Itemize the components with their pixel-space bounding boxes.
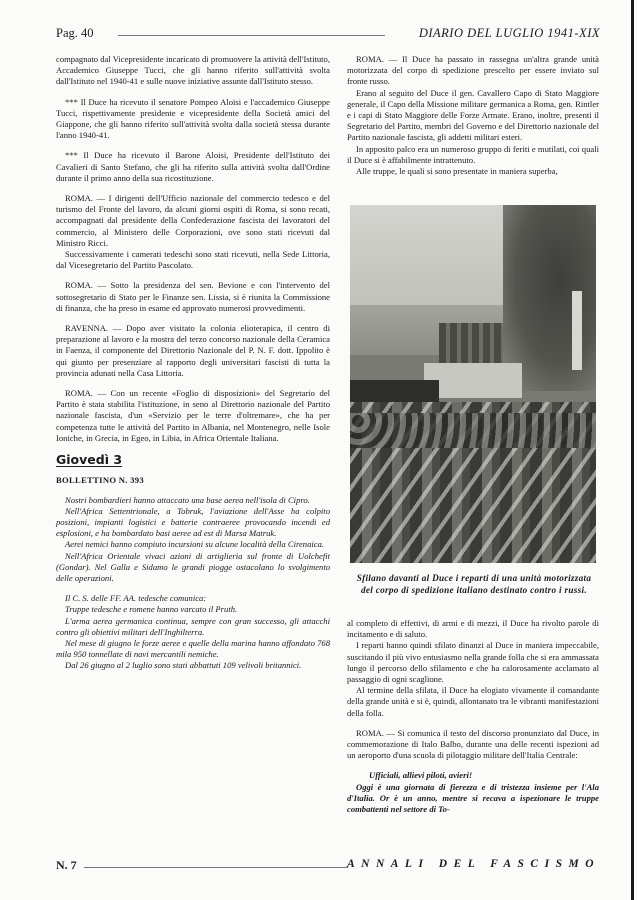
page-header: [56, 26, 600, 42]
right-column-top: [347, 54, 599, 177]
bulletin-paragraph: Nell'Africa Orientale vivaci azioni di artiglieria sul fronte di Uolchefit (Gondar). Nel Galla e Sidamo le grandi piogge ostacolano lo svolgimento delle operazioni.: [56, 550, 330, 583]
paragraph: *** Il Duce ha ricevuto il Barone Aloisi, Presidente dell'Istituto dei Cavalieri di Santo Stefano, che gli ha riferito sulla attività svolta dall'Ordine durante il primo anno della sua ricostituzione.: [56, 150, 330, 183]
running-title: DIARIO DEL LUGLIO 1941-XIX: [418, 26, 600, 40]
right-column-bottom: [347, 618, 599, 815]
page-number: Pag. 40: [56, 26, 94, 40]
communique-paragraph: Dal 26 giugno al 2 luglio sono stati abbattuti 109 velivoli britannici.: [65, 660, 302, 671]
parade-photo: [350, 205, 596, 563]
photo-officers: [439, 323, 503, 366]
left-column: [56, 54, 330, 672]
day-heading: Giovedì 3: [56, 452, 123, 468]
communique-paragraph: Truppe tedesche e romene hanno varcato il Pruth.: [65, 604, 238, 615]
paragraph: Erano al seguito del Duce il gen. Cavallero Capo di Stato Maggiore generale, il Capo della Missione militare germanica a Roma, gen. Rintler e i capi di Stato Maggiore delle Forze Armate. Erano, inoltre, presenti il Segretario del Partito, membri del Governo e del Direttorio nazionale del Partito nazionale fascista, gli addetti militari esteri.: [347, 87, 599, 143]
photo-caption: Sfilano davanti al Duce i reparti di una unità motorizzata del corpo di spedizione italiano destinato contro i russi.: [356, 573, 592, 595]
paragraph: ROMA. — Con un recente «Foglio di disposizioni» del Segretario del Partito è stata stabilita l'istituzione, in seno al Direttorio nazionale del Partito nazionale fascista, d'un «Servizio per le terre d'oltremare», che ha per competenza tutte le attività del Partito in Albania, nel Montenegro, nelle Isole Ioniche, in Grecia, in Egeo, in Libia, in Africa Orientale Italiana.: [56, 388, 330, 443]
paragraph: Al termine della sfilata, il Duce ha elogiato vivamente il comandante della grande unità e si è, quindi, allontanato tra le vibranti manifestazioni della folla.: [347, 685, 599, 718]
issue-number: N. 7: [56, 858, 77, 872]
communique-paragraph: Il C. S. delle FF. AA. tedesche comunica:: [65, 593, 207, 604]
paragraph: I reparti hanno quindi sfilato dinanzi al Duce in maniera impeccabile, suscitando il più vivo entusiasmo nella grande folla che si era ammassata lungo il percorso dello sfilamento e che ha calorosamente acclamato al passaggio di ogni scaglione.: [347, 640, 599, 685]
paragraph: Successivamente i camerati tedeschi sono stati ricevuti, nella Sede Littoria, dal Vicesegretario del Partito Pascolato.: [56, 249, 330, 271]
page-edge-shadow: [631, 0, 634, 900]
communique-paragraph: Nel mese di giugno le forze aeree e quelle della marina hanno affondato 768 mila 950 tonnellate di navi mercantili nemiche.: [56, 637, 330, 660]
paragraph: ROMA. — Il Duce ha passato in rassegna un'altra grande unità motorizzata del corpo di spedizione prescelto per essere inviato sul fronte russo.: [347, 54, 599, 87]
publication-title: ANNALI DEL FASCISMO: [346, 858, 600, 870]
paragraph: ROMA. — I dirigenti dell'Ufficio nazionale del commercio tedesco e del turismo del Fronte del lavoro, da alcuni giorni ospiti di Roma, si sono recati, accompagnati dal presidente della Confederazione fascista dei lavoratori del commercio, al Ministero delle Corporazioni, ove sono stati ricevuti dal Ministro Ricci.: [56, 193, 330, 248]
speech-text: Oggi è una giornata di fierezza e di tristezza insieme per l'Ala d'Italia. Or è un anno, mentre si recava a ispezionare le truppe combattenti nel settore di To-: [347, 781, 599, 815]
speech-salutation: Ufficiali, allievi piloti, avieri!: [369, 770, 473, 781]
header-rule: [118, 35, 385, 36]
paragraph: al completo di effettivi, di armi e di mezzi, il Duce ha rivolto parole di incitamento e di saluto.: [347, 618, 599, 640]
paragraph: ROMA. — Si comunica il testo del discorso pronunziato dal Duce, in commemorazione di Italo Balbo, durante una delle recenti ispezioni ad un aeroporto d'una scuola di pilotaggio militare dell'Italia Centrale:: [347, 727, 599, 761]
photo-flag-pillar: [572, 291, 582, 370]
photo-helmets: [350, 413, 596, 449]
bulletin-paragraph: Aerei nemici hanno compiuto incursioni su alcune località della Cirenaica.: [65, 539, 325, 550]
paragraph: compagnato dal Vicepresidente incaricato di promuovere la attività dell'Istituto, Accademico Giuseppe Tucci, che gli hanno riferito sull'attività svolta dall'Istituto nel 1940-41 e sulle nuove iniziative assunte dall'Istituto stesso.: [56, 54, 330, 87]
paragraph: In apposito palco era un numeroso gruppo di feriti e mutilati, coi quali il Duce si è affabilmente intrattenuto.: [347, 143, 599, 165]
communique-paragraph: L'arma aerea germanica continua, sempre con gran successo, gli attacchi contro gli obiettivi militari dell'Inghilterra.: [56, 615, 330, 637]
paragraph: Alle truppe, le quali si sono presentate in maniera superba,: [356, 166, 558, 177]
paragraph: *** Il Duce ha ricevuto il senatore Pompeo Aloisi e l'accademico Giuseppe Tucci, rispettivamente presidente e vicepresidente della Società amici del Giappone, che gli hanno riferito sull'attività svolta dalla società stessa durante l'anno 1940-41.: [56, 96, 330, 141]
photo-reviewing-stand: [424, 363, 522, 399]
bulletin-paragraph: Nostri bombardieri hanno attaccato una base aerea nell'isola di Cipro.: [65, 494, 310, 505]
bulletin-paragraph: Nell'Africa Settentrionale, a Tobruk, l'aviazione dell'Asse ha colpito posizioni, impianti logistici e batterie contraeree provocando incendi ed esplosioni, e ha bombardato basi aeree ad est di Marsa Matruk.: [56, 505, 330, 539]
footer-rule: [84, 867, 348, 868]
paragraph: ROMA. — Sotto la presidenza del sen. Bevione e con l'intervento del sottosegretario di Stato per le Finanze sen. Lissia, si è riunita la Commissione di finanza, che ha preso in esame ed approvato numerosi provvedimenti.: [56, 280, 330, 313]
paragraph: RAVENNA. — Dopo aver visitato la colonia elioterapica, il centro di preparazione al lavoro e la mostra del terzo concorso nazionale della Ceramica in Faenza, il componente del Direttorio Nazionale del P. N. F. dott. Ippolito è qui giunto per presenziare al rapporto degli universitari fascisti di tutta la provincia adunati nella Casa Littoria.: [56, 323, 330, 378]
page-footer: [56, 858, 600, 874]
bulletin-title: BOLLETTINO N. 393: [56, 475, 144, 486]
